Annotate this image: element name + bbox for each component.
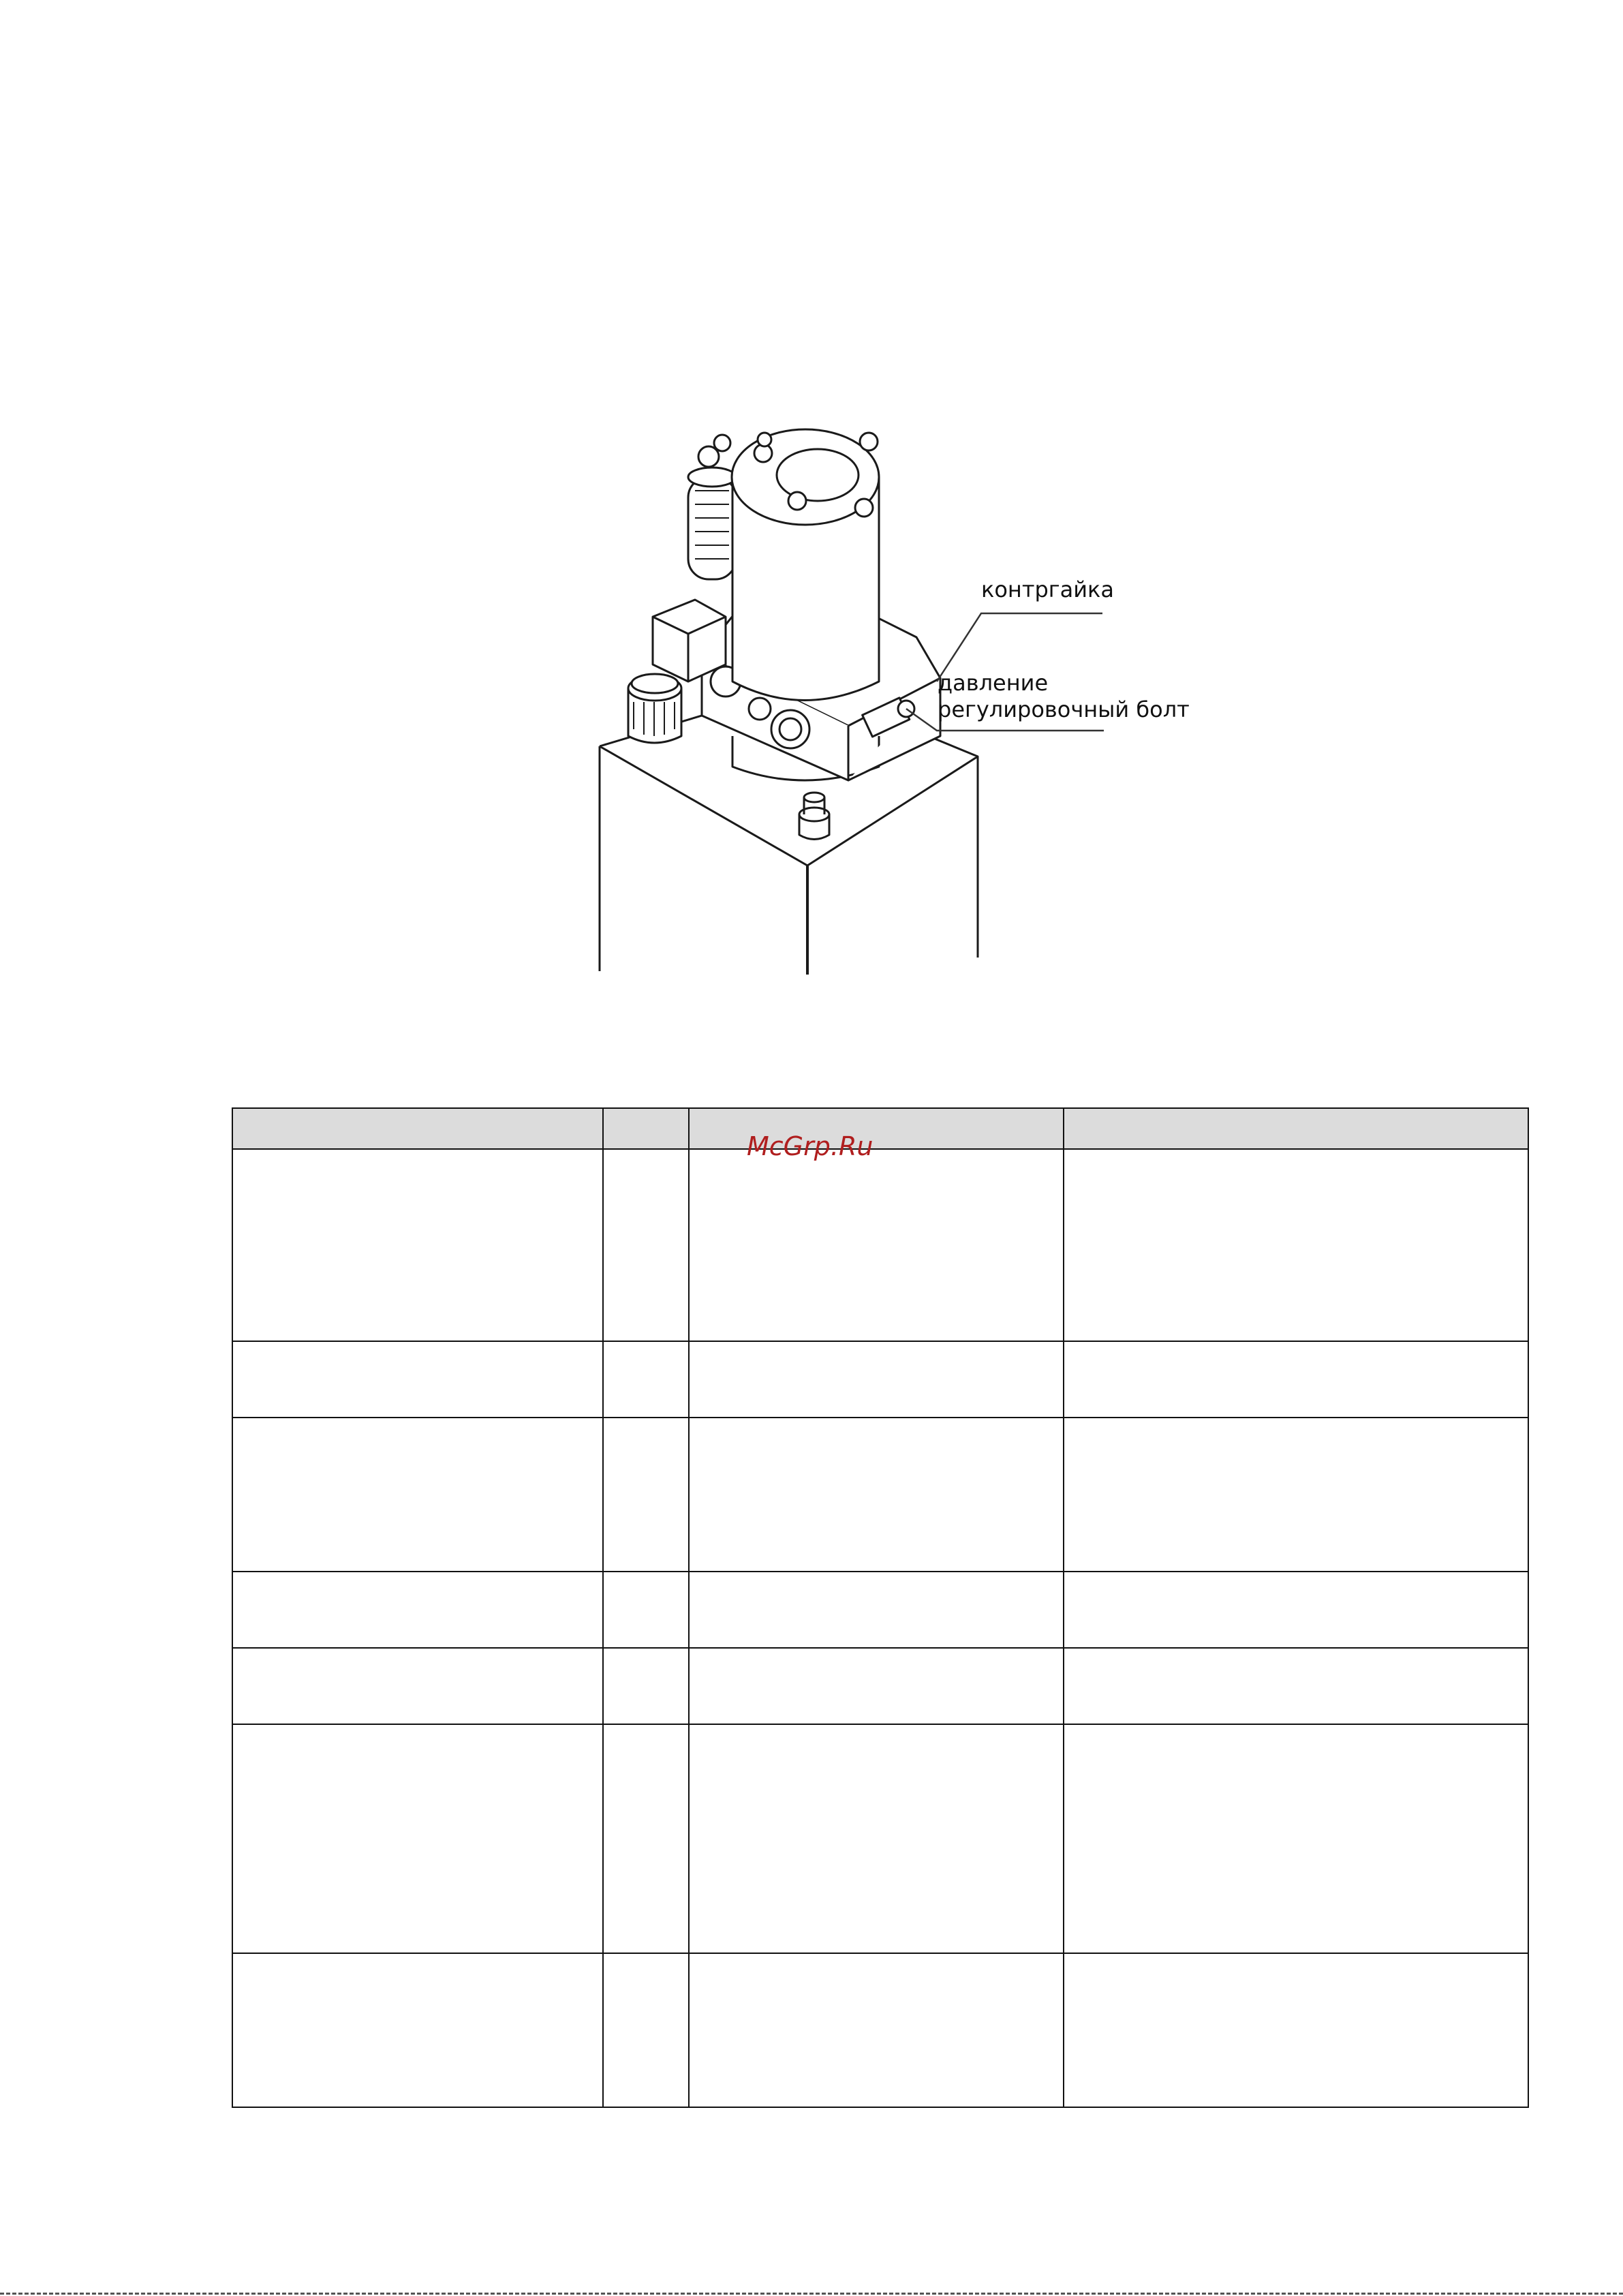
table-cell	[689, 1953, 1064, 2107]
motor-cylinder	[732, 429, 879, 701]
callout-adjusting-bolt: регулировочный болт	[938, 697, 1190, 722]
table-cell	[689, 1572, 1064, 1648]
table-header-row	[232, 1108, 1528, 1149]
table-row	[232, 1724, 1528, 1953]
table-cell	[689, 1341, 1064, 1418]
table-cell	[689, 1648, 1064, 1724]
table-cell	[1064, 1724, 1528, 1953]
table-cell	[603, 1418, 689, 1572]
table-cell	[603, 1572, 689, 1648]
callout-locknut: контргайка	[981, 577, 1114, 602]
table-cell	[1064, 1572, 1528, 1648]
table-cell	[1064, 1149, 1528, 1341]
table-row	[232, 1953, 1528, 2107]
breather-fitting	[799, 793, 829, 840]
table-cell	[603, 1953, 689, 2107]
table-cell	[232, 1572, 603, 1648]
table-cell	[603, 1648, 689, 1724]
table-cell	[689, 1149, 1064, 1341]
table-cell	[232, 1341, 603, 1418]
table-cell	[232, 1418, 603, 1572]
table-cell	[603, 1724, 689, 1953]
header-cell	[689, 1108, 1064, 1149]
solenoid-coil	[653, 600, 726, 682]
table-row	[232, 1648, 1528, 1724]
table-cell	[603, 1149, 689, 1341]
table-cell	[232, 1648, 603, 1724]
table-cell	[1064, 1953, 1528, 2107]
table-cell	[232, 1724, 603, 1953]
filler-cap	[628, 674, 681, 743]
hydraulic-pump-drawing	[0, 0, 1623, 988]
callout-pressure: давление	[938, 670, 1049, 696]
table-cell	[1064, 1648, 1528, 1724]
page-bottom-rule	[0, 2293, 1623, 2295]
table-cell	[232, 1149, 603, 1341]
header-cell	[603, 1108, 689, 1149]
table-cell	[1064, 1418, 1528, 1572]
valve-stem	[688, 435, 736, 579]
table-cell	[689, 1724, 1064, 1953]
table-row	[232, 1418, 1528, 1572]
table-row	[232, 1149, 1528, 1341]
table-cell	[603, 1341, 689, 1418]
table-cell	[689, 1418, 1064, 1572]
spec-table	[232, 1107, 1529, 2108]
header-cell	[232, 1108, 603, 1149]
table-row	[232, 1341, 1528, 1418]
header-cell	[1064, 1108, 1528, 1149]
table-cell	[232, 1953, 603, 2107]
table-cell	[1064, 1341, 1528, 1418]
watermark: McGrp.Ru	[747, 1131, 874, 1161]
table-row	[232, 1572, 1528, 1648]
